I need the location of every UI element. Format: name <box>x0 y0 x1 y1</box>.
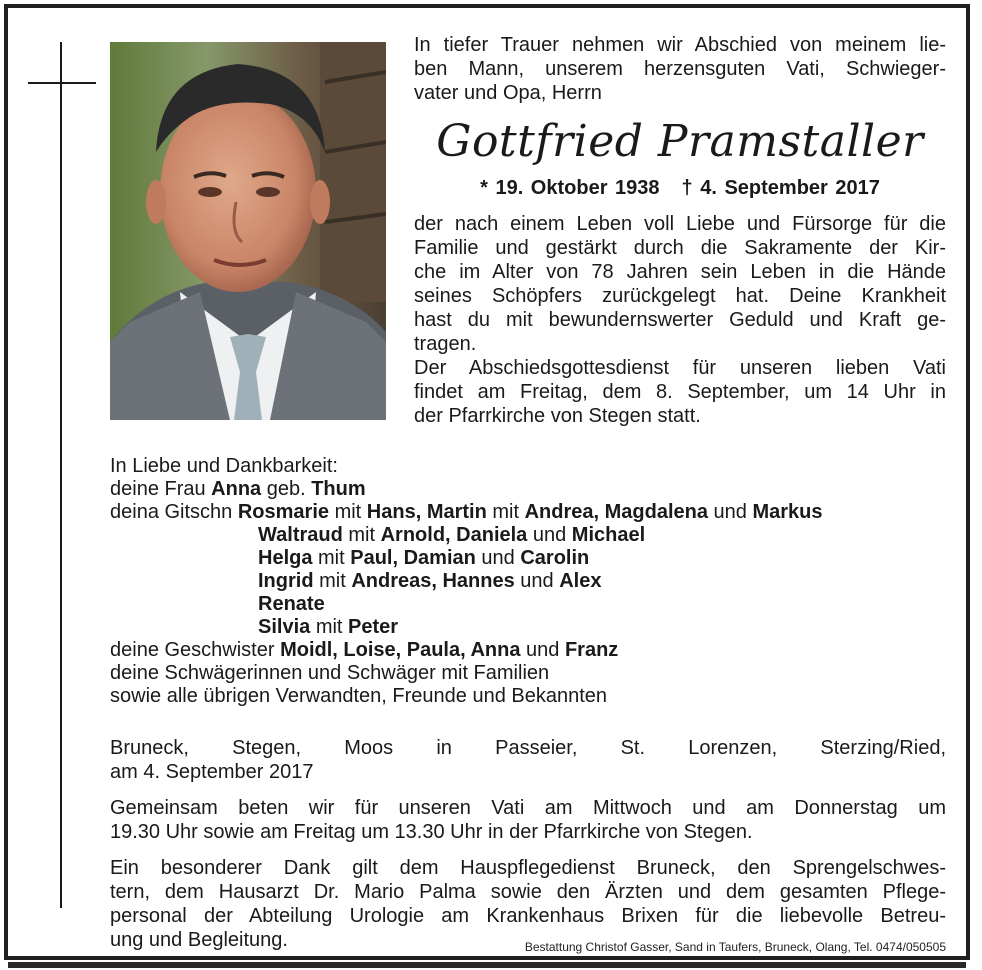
family-siblings <box>110 639 950 662</box>
child-name: Silvia <box>258 616 311 638</box>
cross-vertical <box>60 42 62 908</box>
text: geb. <box>261 478 312 500</box>
place-line: Bruneck, Stegen, Moos in Passeier, St. Lorenzen, Sterzing/Ried, <box>110 737 946 759</box>
portrait-photo <box>110 42 386 420</box>
obituary-body <box>414 212 946 428</box>
death-date: † 4. September 2017 <box>681 177 880 199</box>
intro-line: vater und Opa, Herrn <box>414 82 602 104</box>
thanks-line: tern, dem Hausarzt Dr. Mario Palma sowie den Ärzten und dem gesamten Pflege- <box>110 881 946 903</box>
text: und <box>527 524 572 546</box>
thanks-line: ung und Begleitung. <box>110 929 288 951</box>
grandchildren: Andrea, Magdalena <box>524 501 708 523</box>
life-dates <box>414 176 946 200</box>
text: mit <box>329 501 367 523</box>
text: deine Geschwister <box>110 639 281 661</box>
portrait-illustration <box>110 42 386 420</box>
wife-name: Anna <box>211 478 262 500</box>
birth-date: * 19. Oktober 1938 <box>480 177 660 199</box>
thanks-notice <box>110 856 946 952</box>
family-child <box>110 501 950 524</box>
grandchild: Alex <box>559 570 602 592</box>
child-name: Ingrid <box>258 570 314 592</box>
grandchild: Markus <box>752 501 823 523</box>
text: und <box>708 501 753 523</box>
place-date <box>110 736 946 784</box>
body-line: Familie und gestärkt durch die Sakramente der Kir- <box>414 237 946 259</box>
wife-maiden-name: Thum <box>311 478 366 500</box>
deceased-name: Gottfried Pramstaller <box>436 116 924 167</box>
family-list <box>110 455 950 708</box>
service-line: findet am Freitag, dem 8. September, um 14 Uhr in <box>414 381 946 403</box>
text: und <box>475 547 521 569</box>
body-line: hast du mit bewundernswerter Geduld und Kraft ge- <box>414 309 946 331</box>
cross-horizontal <box>28 82 96 84</box>
undertaker-credit: Bestattung Christof Gasser, Sand in Taufers, Bruneck, Olang, Tel. 0474/050505 <box>524 940 946 954</box>
text: mit <box>310 616 349 638</box>
family-child <box>110 570 950 593</box>
grandchildren: Arnold, Daniela <box>380 524 528 546</box>
text: und <box>520 639 565 661</box>
family-child <box>110 616 950 639</box>
sibling-name: Franz <box>564 639 619 661</box>
text: mit <box>342 524 381 546</box>
family-wife <box>110 478 950 501</box>
thanks-line: Ein besonderer Dank gilt dem Hauspflegedienst Bruneck, den Sprengelschwes- <box>110 857 946 879</box>
family-inlaws: deine Schwägerinnen und Schwäger mit Familien <box>110 662 550 684</box>
text: und <box>514 570 560 592</box>
intro-line: In tiefer Trauer nehmen wir Abschied von meinem lie- <box>414 34 946 56</box>
family-others: sowie alle übrigen Verwandten, Freunde und Bekannten <box>110 685 608 707</box>
text: mit <box>486 501 525 523</box>
sibling-names: Moidl, Loise, Paula, Anna <box>280 639 521 661</box>
child-name: Renate <box>258 593 325 615</box>
partner-name: Peter <box>348 616 399 638</box>
date-line: am 4. September 2017 <box>110 761 314 783</box>
child-name: Helga <box>258 547 313 569</box>
grandchildren: Andreas, Hannes <box>351 570 515 592</box>
service-line: der Pfarrkirche von Stegen statt. <box>414 405 701 427</box>
grandchild: Michael <box>571 524 646 546</box>
grandchildren: Paul, Damian <box>350 547 476 569</box>
text: mit <box>313 570 352 592</box>
service-line: Der Abschiedsgottesdienst für unseren lieben Vati <box>414 357 946 379</box>
prayer-line: 19.30 Uhr sowie am Freitag um 13.30 Uhr in der Pfarrkirche von Stegen. <box>110 821 753 843</box>
text: mit <box>312 547 351 569</box>
body-line: che im Alter von 78 Jahren sein Leben in die Hände <box>414 261 946 283</box>
text: deine Frau <box>110 478 212 500</box>
intro-line: ben Mann, unserem herzensguten Vati, Schwieger- <box>414 58 946 80</box>
thanks-line: personal der Abteilung Urologie am Krankenhaus Brixen für die liebevolle Betreu- <box>110 905 946 927</box>
family-child <box>110 547 950 570</box>
child-name: Rosmarie <box>237 501 330 523</box>
partner-name: Hans, Martin <box>366 501 487 523</box>
prayer-notice <box>110 796 946 844</box>
child-name: Waltraud <box>258 524 343 546</box>
family-child <box>110 524 950 547</box>
body-line: seines Schöpfers zurückgelegt hat. Deine Krankheit <box>414 285 946 307</box>
family-heading: In Liebe und Dankbarkeit: <box>110 455 338 477</box>
family-child <box>110 593 950 616</box>
body-line: tragen. <box>414 333 477 355</box>
text: deina Gitschn <box>110 501 238 523</box>
body-line: der nach einem Leben voll Liebe und Fürsorge für die <box>414 213 946 235</box>
prayer-line: Gemeinsam beten wir für unseren Vati am Mittwoch und am Donnerstag um <box>110 797 946 819</box>
grandchild: Carolin <box>520 547 590 569</box>
intro-text <box>414 33 946 105</box>
